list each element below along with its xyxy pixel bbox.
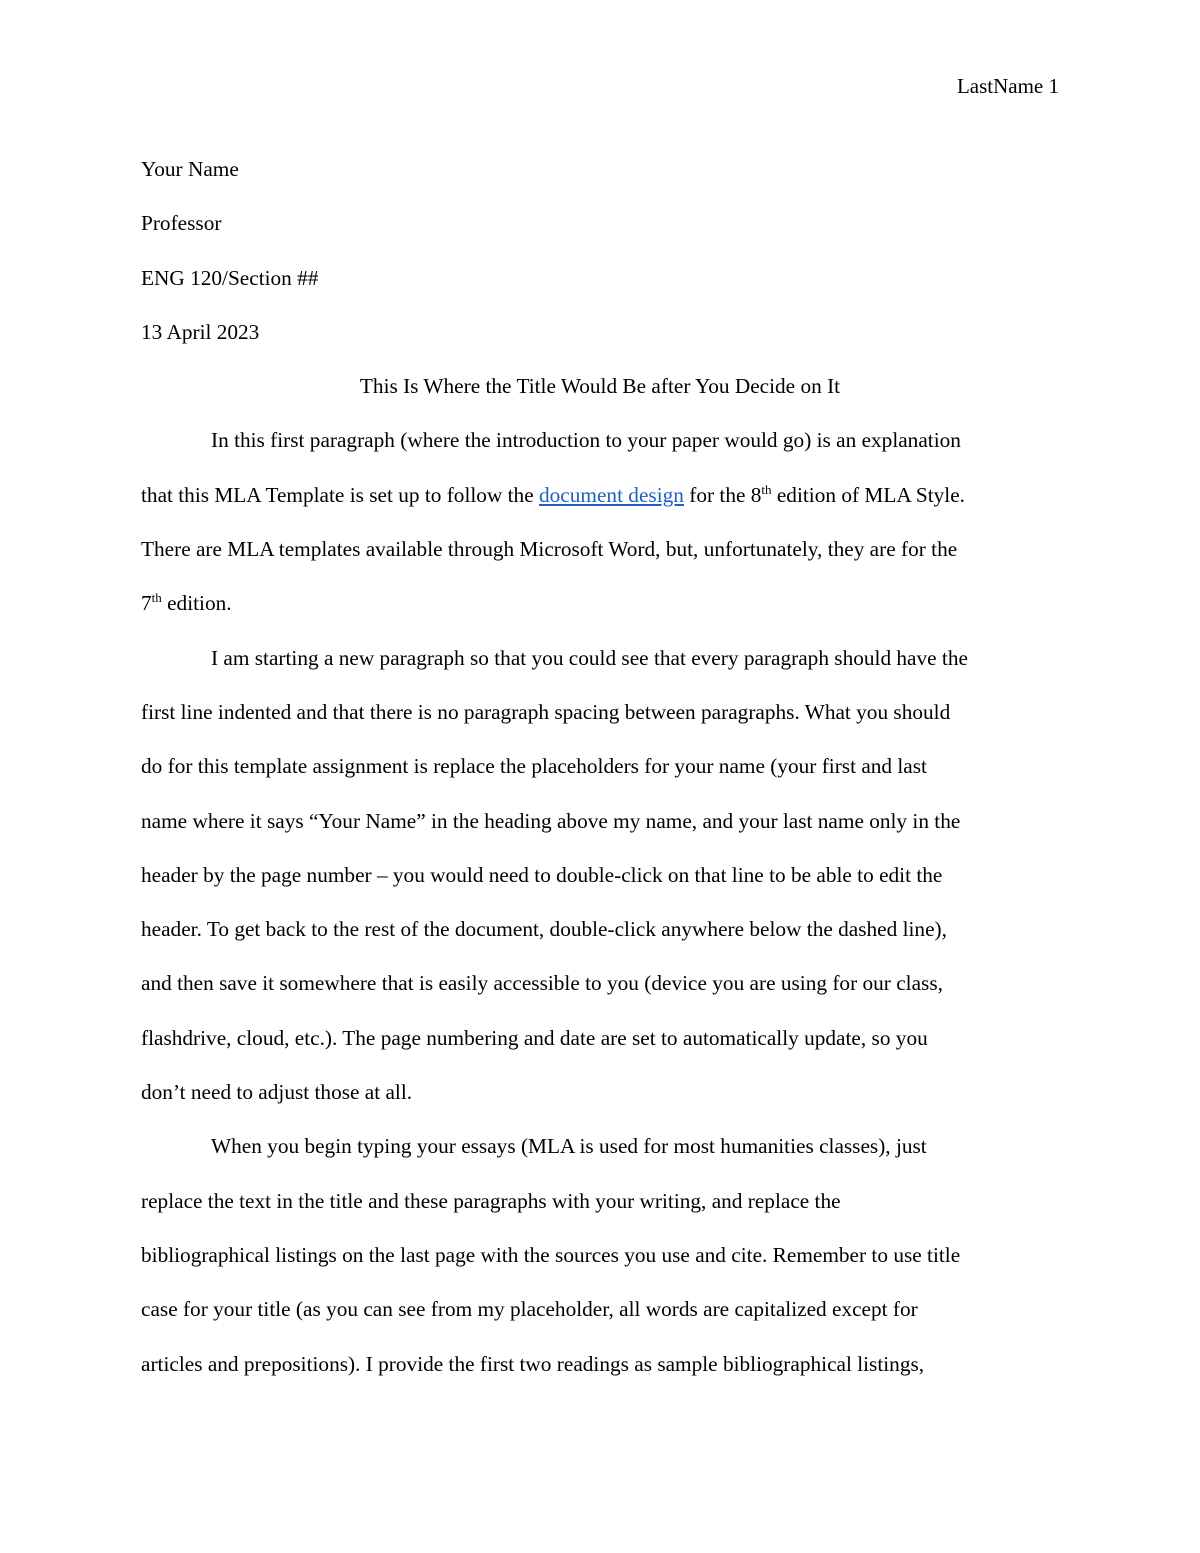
paragraph-1-text: edition. bbox=[161, 591, 232, 616]
paragraph-1-line-4 bbox=[141, 576, 1059, 630]
heading-professor: Professor bbox=[141, 211, 222, 236]
paragraph-2-line: header by the page number – you would need to double-click on that line to be able to edit the bbox=[141, 862, 943, 887]
paragraph-1-line-1: In this first paragraph (where the introduction to your paper would go) is an explanation bbox=[211, 428, 961, 453]
paragraph-2-line: header. To get back to the rest of the document, double-click anywhere below the dashed line), bbox=[141, 917, 947, 942]
paper-title: This Is Where the Title Would Be after You Decide on It bbox=[359, 374, 841, 399]
paragraph-1-line-3: There are MLA templates available through Microsoft Word, but, unfortunately, they are for the bbox=[141, 537, 958, 562]
running-head: LastName 1 bbox=[956, 74, 1059, 98]
document-body bbox=[141, 142, 1059, 1391]
paragraph-1-text: that this MLA Template is set up to follow the bbox=[141, 482, 539, 507]
paragraph-2-line: flashdrive, cloud, etc.). The page numbering and date are set to automatically update, so you bbox=[141, 1025, 928, 1050]
document-design-link[interactable]: document design bbox=[539, 482, 684, 507]
paragraph-3-line: replace the text in the title and these paragraphs with your writing, and replace the bbox=[141, 1188, 841, 1213]
superscript-ordinal: th bbox=[151, 590, 162, 606]
paragraph-2-line: name where it says “Your Name” in the heading above my name, and your last name only in the bbox=[141, 808, 961, 833]
paragraph-1-text: edition of MLA Style. bbox=[771, 482, 965, 507]
paragraph-2-line: and then save it somewhere that is easily accessible to you (device you are using for our class, bbox=[141, 971, 943, 996]
paragraph-2-line: I am starting a new paragraph so that you could see that every paragraph should have the bbox=[211, 645, 968, 670]
paragraph-3-line: When you begin typing your essays (MLA is used for most humanities classes), just bbox=[211, 1134, 927, 1159]
heading-course: ENG 120/Section ## bbox=[141, 265, 319, 290]
paragraph-1-text: 7 bbox=[141, 591, 152, 616]
paragraph-1-line-2 bbox=[141, 468, 1059, 522]
paragraph-2-line: first line indented and that there is no paragraph spacing between paragraphs. What you should bbox=[141, 699, 951, 724]
paragraph-3-line: articles and prepositions). I provide the first two readings as sample bibliographical listings, bbox=[141, 1351, 925, 1376]
paragraph-1-text: for the 8 bbox=[683, 482, 762, 507]
paragraph-2-line: do for this template assignment is replace the placeholders for your name (your first and last bbox=[141, 754, 927, 779]
paragraph-3-line: bibliographical listings on the last page with the sources you use and cite. Remember to use title bbox=[141, 1242, 961, 1267]
paragraph-3-line: case for your title (as you can see from my placeholder, all words are capitalized except for bbox=[141, 1297, 918, 1322]
heading-name: Your Name bbox=[141, 157, 239, 181]
superscript-ordinal: th bbox=[761, 481, 772, 497]
heading-date: 13 April 2023 bbox=[141, 319, 260, 344]
paragraph-2-line: don’t need to adjust those at all. bbox=[141, 1080, 413, 1105]
